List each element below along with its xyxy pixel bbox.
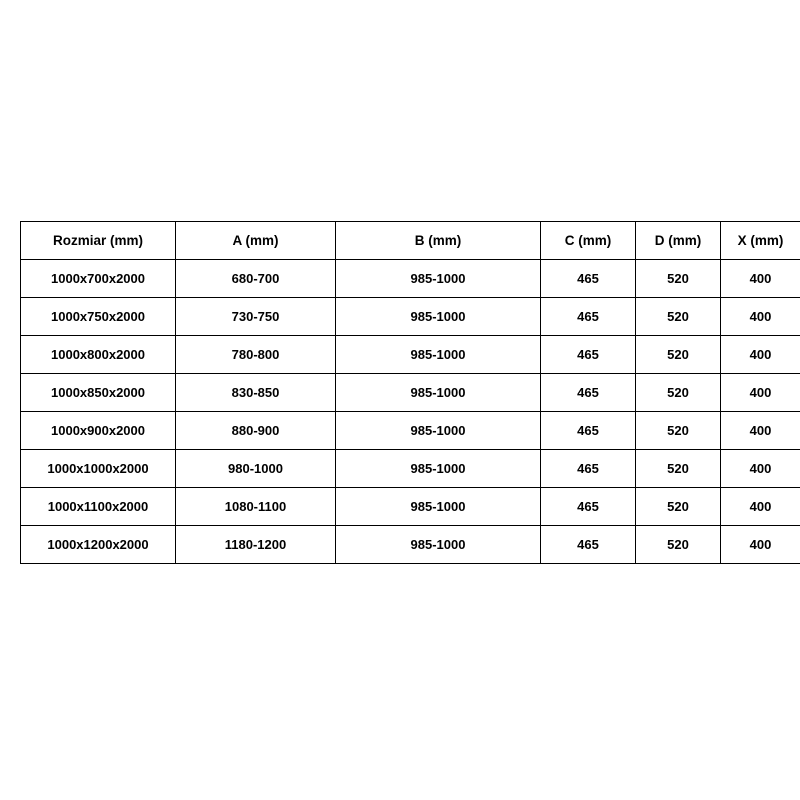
- cell-b: 985-1000: [336, 488, 541, 526]
- cell-b: 985-1000: [336, 412, 541, 450]
- cell-d: 520: [636, 450, 721, 488]
- cell-c: 465: [541, 526, 636, 564]
- table-row: [21, 374, 800, 412]
- cell-c: 465: [541, 488, 636, 526]
- cell-x: 400: [721, 298, 800, 336]
- cell-x: 400: [721, 374, 800, 412]
- table-header-row: [21, 222, 800, 260]
- size-table-container: [20, 221, 784, 564]
- cell-rozmiar: 1000x1000x2000: [21, 450, 176, 488]
- cell-a: 830-850: [176, 374, 336, 412]
- cell-rozmiar: 1000x1100x2000: [21, 488, 176, 526]
- cell-d: 520: [636, 298, 721, 336]
- column-header-d: D (mm): [636, 222, 721, 260]
- table-header: [21, 222, 800, 260]
- cell-a: 730-750: [176, 298, 336, 336]
- cell-c: 465: [541, 298, 636, 336]
- cell-b: 985-1000: [336, 336, 541, 374]
- cell-b: 985-1000: [336, 526, 541, 564]
- cell-rozmiar: 1000x750x2000: [21, 298, 176, 336]
- cell-c: 465: [541, 336, 636, 374]
- table-row: [21, 336, 800, 374]
- cell-c: 465: [541, 450, 636, 488]
- cell-rozmiar: 1000x1200x2000: [21, 526, 176, 564]
- cell-rozmiar: 1000x900x2000: [21, 412, 176, 450]
- table-row: [21, 412, 800, 450]
- table-row: [21, 298, 800, 336]
- table-row: [21, 526, 800, 564]
- table-row: [21, 260, 800, 298]
- table-row: [21, 488, 800, 526]
- cell-x: 400: [721, 260, 800, 298]
- cell-d: 520: [636, 526, 721, 564]
- cell-rozmiar: 1000x800x2000: [21, 336, 176, 374]
- cell-x: 400: [721, 526, 800, 564]
- cell-rozmiar: 1000x850x2000: [21, 374, 176, 412]
- column-header-a: A (mm): [176, 222, 336, 260]
- column-header-b: B (mm): [336, 222, 541, 260]
- cell-a: 880-900: [176, 412, 336, 450]
- cell-a: 980-1000: [176, 450, 336, 488]
- cell-a: 1080-1100: [176, 488, 336, 526]
- cell-x: 400: [721, 336, 800, 374]
- cell-rozmiar: 1000x700x2000: [21, 260, 176, 298]
- cell-d: 520: [636, 412, 721, 450]
- cell-c: 465: [541, 412, 636, 450]
- table-body: [21, 260, 800, 564]
- cell-x: 400: [721, 412, 800, 450]
- cell-a: 780-800: [176, 336, 336, 374]
- table-row: [21, 450, 800, 488]
- cell-c: 465: [541, 374, 636, 412]
- size-table: [20, 221, 800, 564]
- cell-a: 680-700: [176, 260, 336, 298]
- cell-x: 400: [721, 450, 800, 488]
- cell-c: 465: [541, 260, 636, 298]
- cell-b: 985-1000: [336, 450, 541, 488]
- cell-b: 985-1000: [336, 298, 541, 336]
- cell-b: 985-1000: [336, 260, 541, 298]
- cell-x: 400: [721, 488, 800, 526]
- cell-d: 520: [636, 488, 721, 526]
- column-header-c: C (mm): [541, 222, 636, 260]
- cell-a: 1180-1200: [176, 526, 336, 564]
- cell-d: 520: [636, 260, 721, 298]
- cell-d: 520: [636, 336, 721, 374]
- column-header-rozmiar: Rozmiar (mm): [21, 222, 176, 260]
- column-header-x: X (mm): [721, 222, 800, 260]
- cell-b: 985-1000: [336, 374, 541, 412]
- cell-d: 520: [636, 374, 721, 412]
